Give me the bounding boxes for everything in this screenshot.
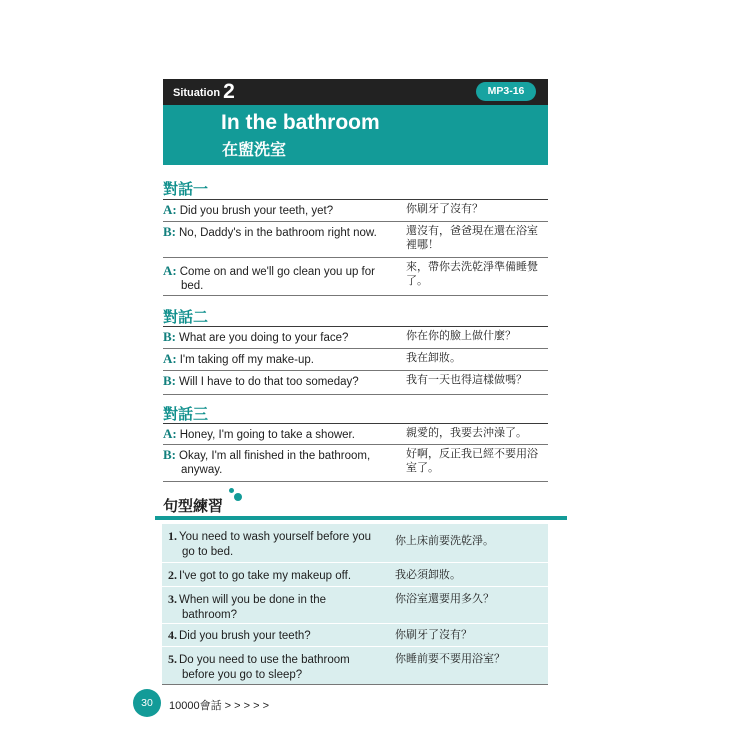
situation-label <box>173 81 235 104</box>
dialogue-3-heading: 對話三 <box>163 406 209 423</box>
dialogue-line-zh: 我有一天也得這樣做嗎？ <box>406 374 527 386</box>
mp3-track-badge: MP3-16 <box>476 82 536 101</box>
line-text: Okay, I'm all finished in the bathroom, anyway. <box>179 450 371 476</box>
practice-item <box>162 647 548 685</box>
decorative-dot <box>229 488 234 493</box>
page-title-en: In the bathroom <box>221 111 380 134</box>
dialogue-line-zh: 你在你的臉上做什麼？ <box>406 330 516 342</box>
dialogue-line-en <box>163 448 395 477</box>
practice-item-zh: 你刷牙了沒有？ <box>395 629 472 641</box>
speaker-label: A: <box>163 351 177 366</box>
practice-heading: 句型練習 <box>163 498 224 515</box>
practice-item <box>162 624 548 647</box>
speaker-label: B: <box>163 329 176 344</box>
speaker-label: A: <box>163 263 177 278</box>
dialogue-line-en <box>163 427 395 442</box>
practice-item-zh: 我必須卸妝。 <box>395 569 461 581</box>
dialogue-line-en <box>163 225 395 240</box>
line-text: Did you brush your teeth, yet? <box>179 205 334 217</box>
situation-word: Situation <box>173 87 221 99</box>
decorative-dot <box>234 493 242 501</box>
dialogue-line-en <box>163 203 395 218</box>
item-number: 3. <box>168 592 177 606</box>
dialogue-line <box>163 349 548 371</box>
speaker-label: B: <box>163 447 176 462</box>
item-text: When will you be done in the bathroom? <box>179 594 327 621</box>
dialogue-line-zh: 你刷牙了沒有？ <box>406 203 483 215</box>
practice-item <box>162 524 548 563</box>
dialogue-line-en <box>163 352 395 367</box>
dialogue-line-zh: 好啊，反正我已經不要用浴室了。 <box>406 448 538 474</box>
line-text: Honey, I'm going to take a shower. <box>179 429 355 441</box>
situation-number: 2 <box>223 80 235 103</box>
dialogue-line <box>163 371 548 395</box>
dialogue-line <box>163 424 548 445</box>
practice-item <box>162 587 548 624</box>
practice-item-en <box>168 592 383 623</box>
item-number: 2. <box>168 568 177 582</box>
dialogue-line <box>163 200 548 222</box>
practice-item-en <box>168 628 383 644</box>
dialogue-line <box>163 445 548 482</box>
line-text: Will I have to do that too someday? <box>179 376 359 388</box>
practice-item-zh: 你上床前要洗乾淨。 <box>395 535 494 547</box>
situation-header-bar <box>163 79 548 105</box>
line-text: Come on and we'll go clean you up for bed. <box>179 266 375 292</box>
dialogue-2-heading: 對話二 <box>163 309 209 326</box>
dialogue-line-zh: 親愛的，我要去沖澡了。 <box>406 427 527 439</box>
speaker-label: A: <box>163 426 177 441</box>
dialogue-line-en <box>163 330 395 345</box>
line-text: What are you doing to your face? <box>179 332 349 344</box>
item-text: Did you brush your teeth? <box>179 630 311 642</box>
dialogue-line <box>163 222 548 258</box>
practice-item-zh: 你浴室還要用多久？ <box>395 593 494 605</box>
item-number: 4. <box>168 628 177 642</box>
page-title-zh: 在盥洗室 <box>222 142 287 159</box>
item-text: I've got to go take my makeup off. <box>179 570 352 582</box>
dialogue-line-en <box>163 264 395 293</box>
item-number: 5. <box>168 652 177 666</box>
item-text: You need to wash yourself before you go to bed. <box>179 531 372 558</box>
practice-item <box>162 563 548 587</box>
dialogue-line <box>163 258 548 296</box>
line-text: No, Daddy's in the bathroom right now. <box>179 227 377 239</box>
title-banner <box>163 105 548 165</box>
line-text: I'm taking off my make-up. <box>179 354 315 366</box>
dialogue-line-zh: 我在卸妝。 <box>406 352 461 364</box>
dialogue-line-en <box>163 374 395 389</box>
page-number-badge: 30 <box>133 689 161 717</box>
dialogue-1-heading: 對話一 <box>163 181 209 198</box>
dialogue-line-zh: 還沒有，爸爸現在還在浴室裡哪！ <box>406 225 538 251</box>
practice-item-en <box>168 652 383 683</box>
practice-divider <box>155 516 567 520</box>
speaker-label: A: <box>163 202 177 217</box>
dialogue-line <box>163 327 548 349</box>
book-title-footer: 10000會話 > > > > > <box>169 700 269 712</box>
practice-item-en <box>168 568 383 584</box>
speaker-label: B: <box>163 373 176 388</box>
dialogue-line-zh: 來，帶你去洗乾淨準備睡覺了。 <box>406 261 538 287</box>
item-number: 1. <box>168 529 177 543</box>
speaker-label: B: <box>163 224 176 239</box>
practice-item-zh: 你睡前要不要用浴室？ <box>395 653 505 665</box>
practice-item-en <box>168 529 383 560</box>
item-text: Do you need to use the bathroom before you go to sleep? <box>179 654 350 681</box>
